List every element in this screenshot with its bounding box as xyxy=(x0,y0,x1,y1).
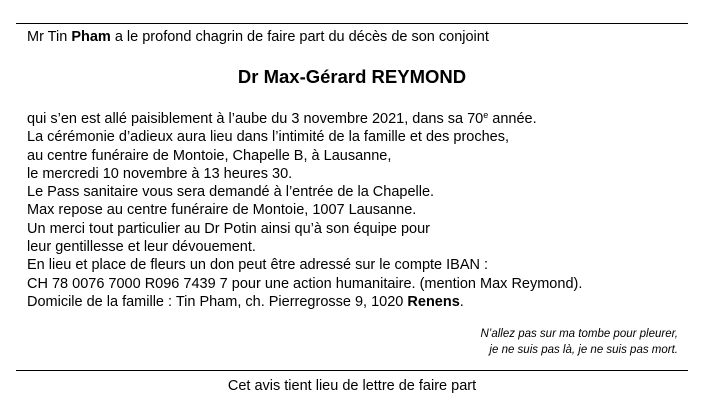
body-line: En lieu et place de fleurs un don peut être adressé sur le compte IBAN : xyxy=(27,257,489,274)
bottom-divider xyxy=(16,370,688,371)
header-surname: Pham xyxy=(71,29,111,45)
address-city: Renens xyxy=(407,293,460,310)
header-suffix: a le profond chagrin de faire part du décès de son conjoint xyxy=(110,29,489,45)
poem-quote xyxy=(480,327,678,358)
footer-note: Cet avis tient lieu de lettre de faire part xyxy=(227,378,477,394)
deceased-name: Dr Max-Gérard REYMOND xyxy=(237,66,467,87)
header-prefix: Mr Tin xyxy=(27,29,72,45)
address-end: . xyxy=(459,293,464,310)
iban-line: CH 78 0076 7000 R096 7439 7 pour une action humanitaire. (mention Max Reymond). xyxy=(27,275,583,292)
body-line: leur gentillesse et leur dévouement. xyxy=(27,239,256,256)
body-line: La cérémonie d’adieux aura lieu dans l’intimité de la famille et des proches, xyxy=(27,129,509,146)
body-line: Max repose au centre funéraire de Montoie, 1007 Lausanne. xyxy=(27,202,417,219)
poem-line: je ne suis pas là, je ne suis pas mort. xyxy=(489,343,678,356)
body-line xyxy=(27,110,582,128)
ordinal-superscript: e xyxy=(483,110,489,120)
top-divider xyxy=(16,23,688,24)
notice-body xyxy=(27,110,582,311)
body-line: au centre funéraire de Montoie, Chapelle B, à Lausanne, xyxy=(27,147,392,164)
announcement-header xyxy=(27,28,489,46)
body-line1-end: année. xyxy=(488,111,537,127)
body-line1-text: qui s’en est allé paisiblement à l’aube du 3 novembre 2021, dans sa 70 xyxy=(27,111,484,127)
address-text: Domicile de la famille : Tin Pham, ch. Pierregrosse 9, 1020 xyxy=(27,293,408,310)
body-line: Un merci tout particulier au Dr Potin ainsi qu’à son équipe pour xyxy=(27,220,430,237)
body-line: le mercredi 10 novembre à 13 heures 30. xyxy=(27,165,293,182)
family-address-line xyxy=(27,293,582,311)
poem-line: N’allez pas sur ma tombe pour pleurer, xyxy=(480,328,678,340)
body-line: Le Pass sanitaire vous sera demandé à l’entrée de la Chapelle. xyxy=(27,184,435,201)
